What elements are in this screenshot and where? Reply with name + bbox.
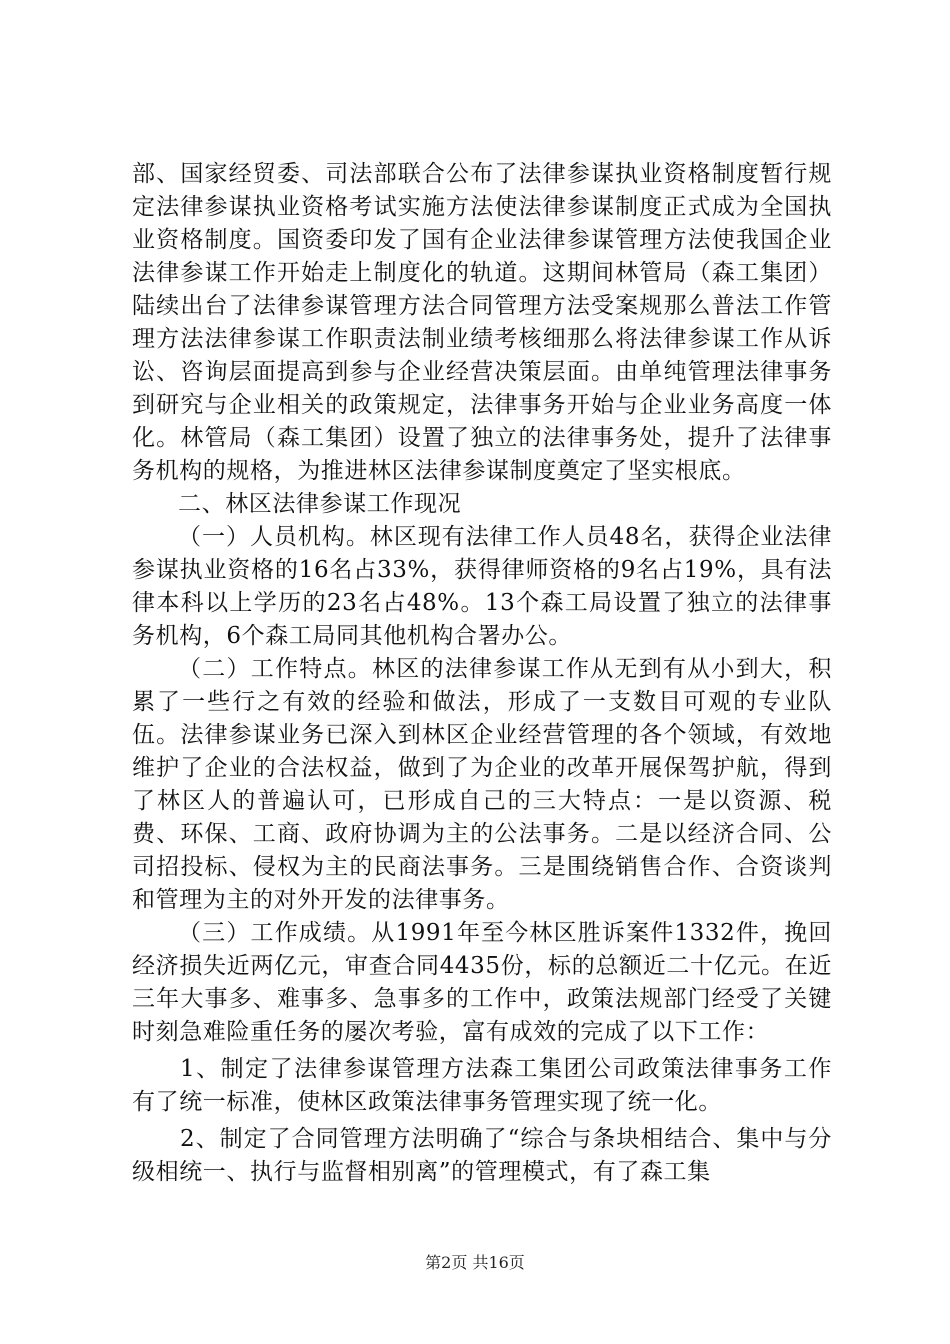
paragraph-personnel: （一）人员机构。林区现有法律工作人员48名，获得企业法律参谋执业资格的16名占33%，获得律师资格的9名占19%，具有法律本科以上学历的23名占48%。13个森工局设置了独立的法律事务机构，6个森工局同其他机构合署办公。 [132,524,832,649]
list-item-1: 1、制定了法律参谋管理方法森工集团公司政策法律事务工作有了统一标准，使林区政策法律事务管理实现了统一化。 [132,1056,832,1115]
section-heading: 二、林区法律参谋工作现况 [178,491,462,517]
list-item-2: 2、制定了合同管理方法明确了“综合与条块相结合、集中与分级相统一、执行与监督相别离”的管理模式，有了森工集 [132,1126,832,1185]
page-footer: 第2页 共16页 [425,1253,525,1272]
paragraph-features: （二）工作特点。林区的法律参谋工作从无到有从小到大，积累了一些行之有效的经验和做法，形成了一支数目可观的专业队伍。法律参谋业务已深入到林区企业经营管理的各个领域，有效地维护了企业的合法权益，做到了为企业的改革开展保驾护航，得到了林区人的普遍认可，已形成自己的三大特点：一是以资源、税费、环保、工商、政府协调为主的公法事务。二是以经济合同、公司招投标、侵权为主的民商法事务。三是围绕销售合作、合资谈判和管理为主的对外开发的法律事务。 [132,656,832,913]
paragraph-achievements: （三）工作成绩。从1991年至今林区胜诉案件1332件，挽回经济损失近两亿元，审查合同4435份，标的总额近二十亿元。在近三年大事多、难事多、急事多的工作中，政策法规部门经受了关键时刻急难险重任务的屡次考验，富有成效的完成了以下工作： [132,920,832,1045]
paragraph-intro: 部、国家经贸委、司法部联合公布了法律参谋执业资格制度暂行规定法律参谋执业资格考试实施方法使法律参谋制度正式成为全国执业资格制度。国资委印发了国有企业法律参谋管理方法使我国企业法律参谋工作开始走上制度化的轨道。这期间林管局（森工集团）陆续出台了法律参谋管理方法合同管理方法受案规那么普法工作管理方法法律参谋工作职责法制业绩考核细那么将法律参谋工作从诉讼、咨询层面提高到参与企业经营决策层面。由单纯管理法律事务到研究与企业相关的政策规定，法律事务开始与企业业务高度一体化。林管局（森工集团）设置了独立的法律事务处，提升了法律事务机构的规格，为推进林区法律参谋制度奠定了坚实根底。 [132,161,832,484]
document-body [132,158,832,1189]
